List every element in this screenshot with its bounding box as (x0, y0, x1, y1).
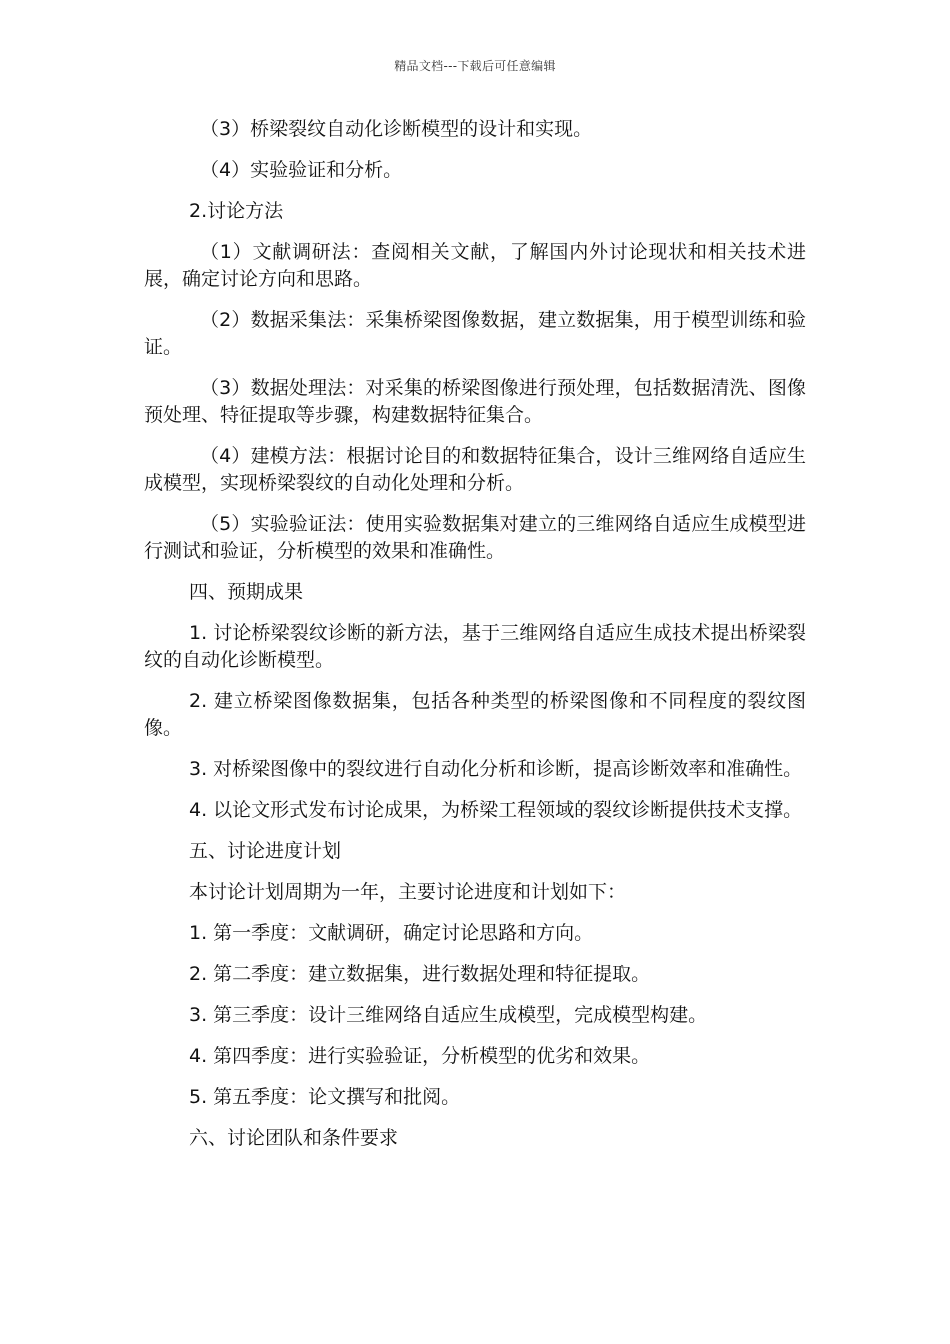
paragraph: 2. 建立桥梁图像数据集，包括各种类型的桥梁图像和不同程度的裂纹图像。 (144, 690, 806, 739)
paragraph: （2）数据采集法：采集桥梁图像数据，建立数据集，用于模型训练和验证。 (144, 309, 806, 358)
paragraph: 4. 以论文形式发布讨论成果，为桥梁工程领域的裂纹诊断提供技术支撑。 (189, 799, 803, 821)
paragraph: 本讨论计划周期为一年，主要讨论进度和计划如下： (189, 881, 627, 903)
list-item: 3. 第三季度：设计三维网络自适应生成模型，完成模型构建。 (189, 1004, 708, 1026)
page-header: 精品文档---下载后可任意编辑 (394, 59, 556, 73)
paragraph: 3. 对桥梁图像中的裂纹进行自动化分析和诊断，提高诊断效率和准确性。 (189, 758, 803, 780)
paragraph: （3）桥梁裂纹自动化诊断模型的设计和实现。 (200, 118, 593, 140)
paragraph: （4）实验验证和分析。 (200, 159, 403, 181)
paragraph: （5）实验验证法：使用实验数据集对建立的三维网络自适应生成模型进行测试和验证，分析模型的效果和准确性。 (144, 513, 806, 562)
document-body (144, 116, 806, 1166)
list-item: 1. 第一季度：文献调研，确定讨论思路和方向。 (189, 922, 594, 944)
section-heading: 六、讨论团队和条件要求 (189, 1127, 399, 1149)
section-heading: 五、讨论进度计划 (189, 840, 342, 862)
list-item: 2. 第二季度：建立数据集，进行数据处理和特征提取。 (189, 963, 651, 985)
paragraph: 1. 讨论桥梁裂纹诊断的新方法，基于三维网络自适应生成技术提出桥梁裂纹的自动化诊断模型。 (144, 622, 806, 671)
section-heading: 四、预期成果 (189, 581, 304, 603)
list-item: 5. 第五季度：论文撰写和批阅。 (189, 1086, 461, 1108)
list-item: 4. 第四季度：进行实验验证，分析模型的优劣和效果。 (189, 1045, 651, 1067)
paragraph: （4）建模方法：根据讨论目的和数据特征集合，设计三维网络自适应生成模型，实现桥梁裂纹的自动化处理和分析。 (144, 445, 806, 494)
paragraph: （3）数据处理法：对采集的桥梁图像进行预处理，包括数据清洗、图像预处理、特征提取等步骤，构建数据特征集合。 (144, 377, 806, 426)
paragraph: （1）文献调研法：查阅相关文献，了解国内外讨论现状和相关技术进展，确定讨论方向和思路。 (144, 241, 806, 290)
section-subheading: 2.讨论方法 (189, 200, 284, 222)
